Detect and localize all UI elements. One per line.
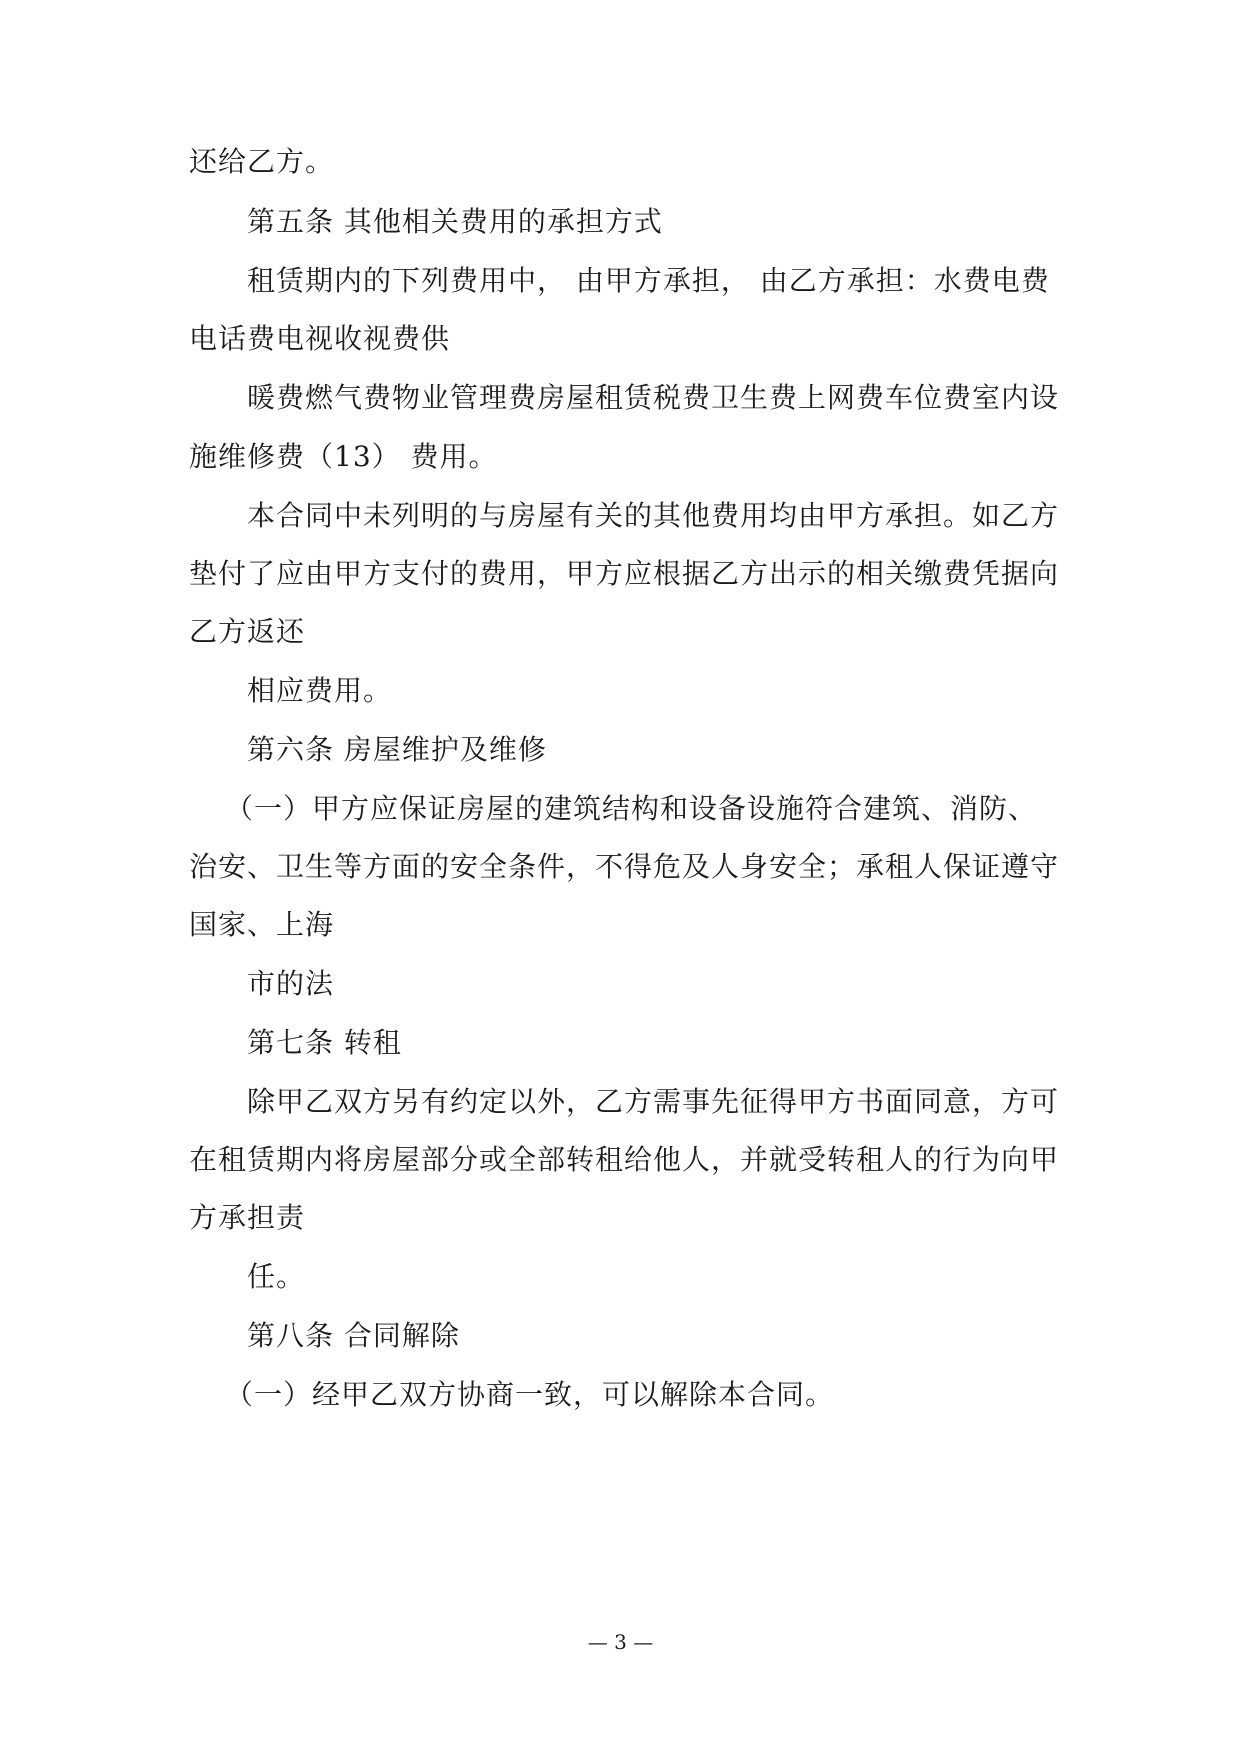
section-heading-7: 第七条 转租	[247, 1026, 402, 1059]
page-number: — 3 —	[587, 1630, 654, 1654]
text-line-4: 电话费电视收视费供	[189, 322, 451, 355]
text-line-6: 施维修费（13） 费用。	[189, 440, 498, 473]
text-line-18: 在租赁期内将房屋部分或全部转租给他人，并就受转租人的行为向甲	[189, 1143, 1060, 1176]
text-line-22: （一）经甲乙双方协商一致，可以解除本合同。	[225, 1378, 835, 1411]
text-line-3: 租赁期内的下列费用中， 由甲方承担， 由乙方承担：水费电费	[247, 264, 1050, 297]
text-line-15: 市的法	[247, 967, 335, 1000]
text-line-14: 国家、上海	[189, 908, 335, 941]
text-line-13: 治安、卫生等方面的安全条件，不得危及人身安全；承租人保证遵守	[189, 850, 1060, 883]
text-line-20: 任。	[247, 1260, 306, 1293]
text-line-1: 还给乙方。	[189, 145, 335, 178]
section-heading-8: 第八条 合同解除	[247, 1319, 460, 1352]
text-line-19: 方承担责	[189, 1201, 306, 1234]
text-line-12: （一）甲方应保证房屋的建筑结构和设备设施符合建筑、消防、	[225, 792, 1038, 825]
section-heading-5: 第五条 其他相关费用的承担方式	[247, 205, 663, 238]
text-line-5: 暖费燃气费物业管理费房屋租赁税费卫生费上网费车位费室内设	[247, 381, 1060, 414]
text-line-17: 除甲乙双方另有约定以外，乙方需事先征得甲方书面同意，方可	[247, 1085, 1060, 1118]
text-line-10: 相应费用。	[247, 674, 393, 707]
text-line-7: 本合同中未列明的与房屋有关的其他费用均由甲方承担。如乙方	[247, 499, 1060, 532]
text-line-9: 乙方返还	[189, 615, 306, 648]
text-line-8: 垫付了应由甲方支付的费用，甲方应根据乙方出示的相关缴费凭据向	[189, 557, 1060, 590]
section-heading-6: 第六条 房屋维护及维修	[247, 733, 547, 766]
